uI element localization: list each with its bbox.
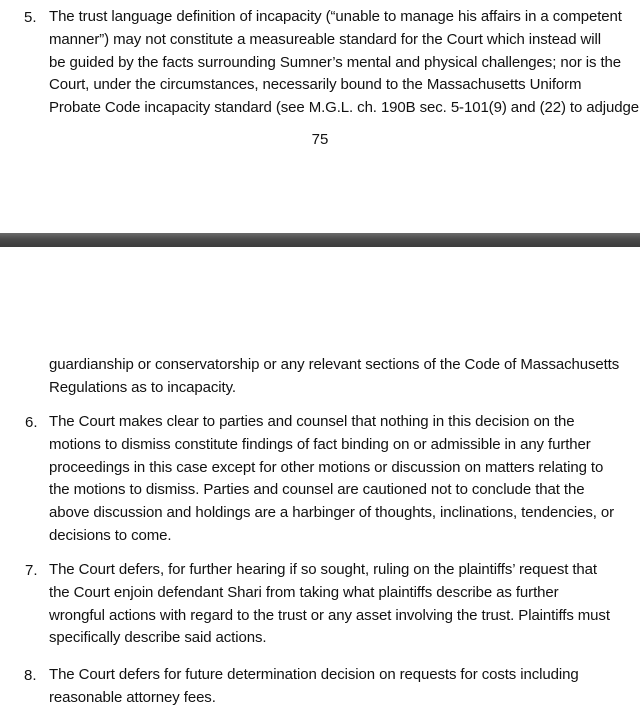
text-line: Probate Code incapacity standard (see M.G.L. ch. 190B sec. 5-101(9) and (22) to adjudge	[49, 99, 639, 117]
text-line: motions to dismiss constitute findings of fact binding on or admissible in any further	[49, 435, 591, 453]
document-page-top	[0, 0, 640, 233]
item-text	[49, 6, 639, 120]
item-number: 5.	[24, 9, 37, 26]
text-line: The Court makes clear to parties and counsel that nothing in this decision on the	[49, 413, 575, 430]
text-line: The trust language definition of incapacity (“unable to manage his affairs in a competent	[49, 8, 622, 25]
text-line: above discussion and holdings are a harbinger of thoughts, inclinations, tendencies, or	[49, 504, 615, 522]
page-break-separator	[0, 233, 640, 247]
text-line: Court, under the circumstances, necessarily bound to the Massachusetts Uniform	[49, 76, 582, 94]
document-page-bottom	[0, 247, 640, 710]
item-number: 6.	[25, 414, 38, 431]
text-line: the Court enjoin defendant Shari from taking what plaintiffs describe as further	[49, 583, 559, 601]
text-line: specifically describe said actions.	[49, 629, 267, 647]
text-line: be guided by the facts surrounding Sumner’s mental and physical challenges; nor is the	[49, 53, 622, 71]
text-line: wrongful actions with regard to the trust or any asset involving the trust. Plaintiffs must	[49, 606, 610, 624]
page-number: 75	[311, 131, 329, 148]
text-line: The Court defers for future determination decision on requests for costs including	[49, 666, 579, 683]
text-line: reasonable attorney fees.	[49, 688, 216, 706]
item-number: 7.	[25, 562, 38, 579]
text-line: Regulations as to incapacity.	[49, 378, 236, 396]
text-line: manner”) may not constitute a measureable standard for the Court which instead will	[49, 30, 601, 48]
text-line: the motions to dismiss. Parties and counsel are cautioned not to conclude that the	[49, 481, 585, 499]
item-text	[49, 664, 624, 710]
item-text	[49, 411, 624, 548]
text-line: The Court defers, for further hearing if so sought, ruling on the plaintiffs’ request that	[49, 561, 597, 578]
item-number: 8.	[24, 667, 37, 684]
text-line: proceedings in this case except for other motions or discussion on matters relating to	[49, 458, 604, 476]
item-text	[49, 354, 624, 400]
text-line: decisions to come.	[49, 526, 172, 544]
item-text	[49, 559, 624, 650]
text-line: guardianship or conservatorship or any relevant sections of the Code of Massachusetts	[49, 356, 620, 373]
